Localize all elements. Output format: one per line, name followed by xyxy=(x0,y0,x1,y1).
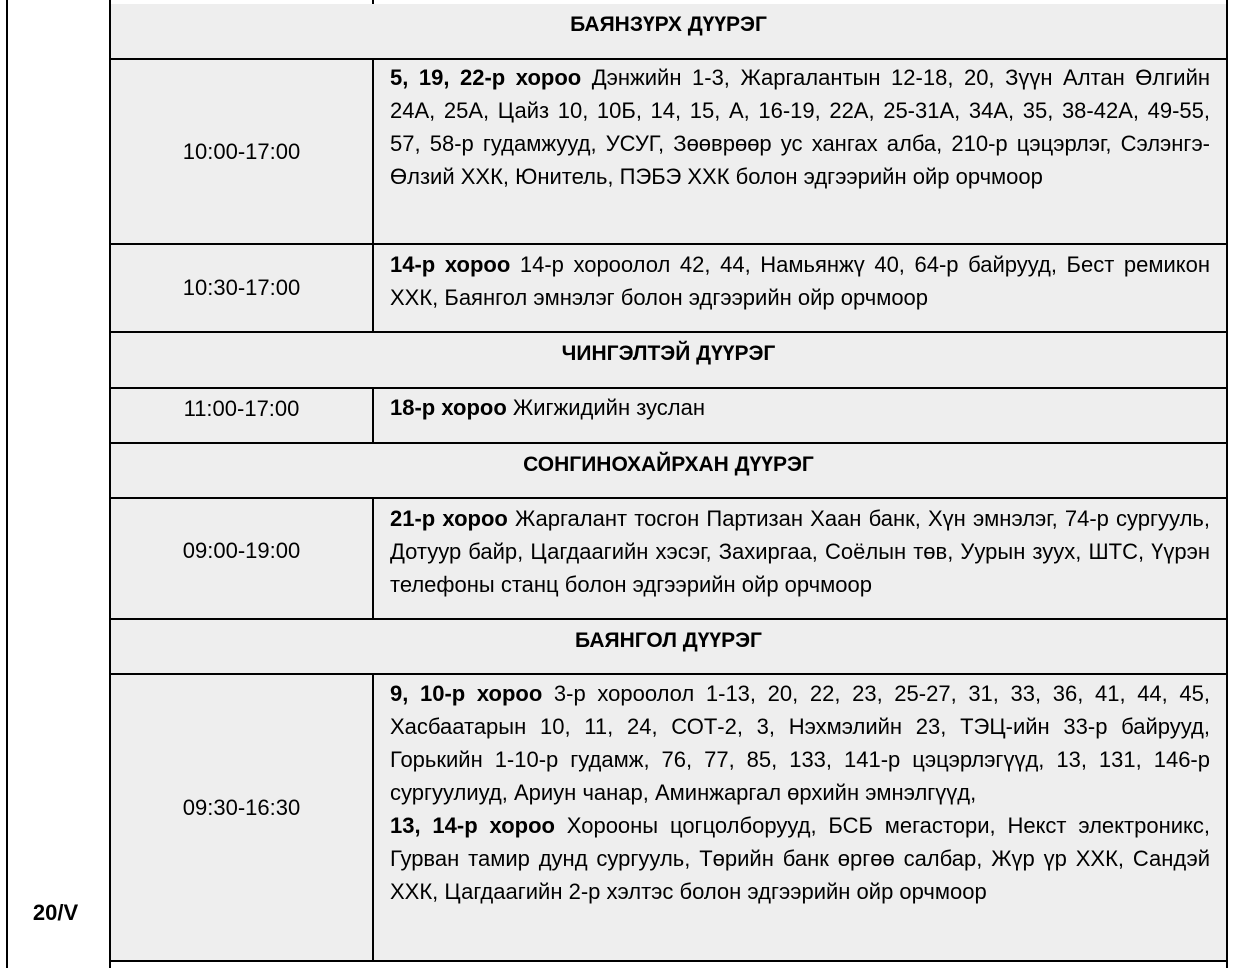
khoroo-label: 13, 14-р хороо xyxy=(390,813,555,838)
khoroo-label: 18-р хороо xyxy=(390,395,507,420)
location-cell xyxy=(374,677,1226,960)
date-cell: 20/V xyxy=(32,900,79,925)
location-text: Хорооны цогцолборууд, БСБ мегастори, Некст электроникс, Гурван тамир дунд сургууль, Төрийн банк өргөө салбар, Жүр үр ХХК, Сандэй ХХК, Цагдаагийн 2-р хэлтэс болон эдгээрийн ойр орчмоор xyxy=(390,813,1211,904)
district-header: ЧИНГЭЛТЭЙ ДҮҮРЭГ xyxy=(561,342,776,365)
time-cell: 10:00-17:00 xyxy=(182,138,301,164)
location-text: Жаргалант тосгон Партизан Хаан банк, Хүн эмнэлэг, 74-р сургууль, Дотуур байр, Цагдаагийн хэсэг, Захиргаа, Соёлын төв, Уурын зуух, ШТС, Үүрэн телефоны станц болон эдгээрийн ойр орчмоор xyxy=(390,506,1210,597)
location-cell xyxy=(374,391,1226,442)
location-text: Дэнжийн 1-3, Жаргалантын 12-18, 20, Зүүн Алтан Өлгийн 24А, 25А, Цайз 10, 10Б, 14, 15, А, 16-19, 22А, 25-31А, 34А, 35, 38-42А, 49-55, 57, 58-р гудамжууд, УСУГ, Зөөврөөр ус хангах алба, 210-р цэцэрлэг, Сэлэнгэ-Өлзий ХХК, Юнитель, ПЭБЭ ХХК болон эдгээрийн ойр орчмоор xyxy=(390,65,1211,189)
khoroo-label: 5, 19, 22-р хороо xyxy=(390,65,582,90)
district-header: БАЯНЗҮРХ ДҮҮРЭГ xyxy=(570,13,767,36)
time-cell: 10:30-17:00 xyxy=(182,275,301,300)
khoroo-label: 14-р хороо xyxy=(390,252,511,277)
time-cell: 09:00-19:00 xyxy=(182,538,301,563)
location-cell xyxy=(374,248,1226,331)
location-text: Жигжидийн зуслан xyxy=(506,395,706,420)
location-text: 14-р хороолол 42, 44, Намьянжү 40, 64-р байрууд, Бест ремикон ХХК, Баянгол эмнэлэг болон эдгээрийн ойр орчмоор xyxy=(390,252,1210,310)
time-cell: 09:30-16:30 xyxy=(182,795,301,820)
district-header: СОНГИНОХАЙРХАН ДҮҮРЭГ xyxy=(523,453,814,476)
time-cell: 11:00-17:00 xyxy=(183,396,300,421)
location-text: 3-р хороолол 1-13, 20, 22, 23, 25-27, 31, 33, 36, 41, 44, 45, Хасбаатарын 10, 11, 24, СОТ-2, 3, Нэхмэлийн 23, ТЭЦ-ийн 33-р байрууд, Горькийн 1-10-р гудамж, 76, 77, 85, 133, 141-р цэцэрлэгүүд, 13, 131, 146-р сургуулиуд, Ариун чанар, Аминжаргал өрхийн эмнэлгүүд, xyxy=(390,681,1210,805)
district-header: БАЯНГОЛ ДҮҮРЭГ xyxy=(575,629,762,652)
location-cell xyxy=(374,502,1226,618)
khoroo-label: 9, 10-р хороо xyxy=(390,681,543,706)
location-cell xyxy=(374,61,1226,243)
khoroo-label: 21-р хороо xyxy=(390,506,508,531)
